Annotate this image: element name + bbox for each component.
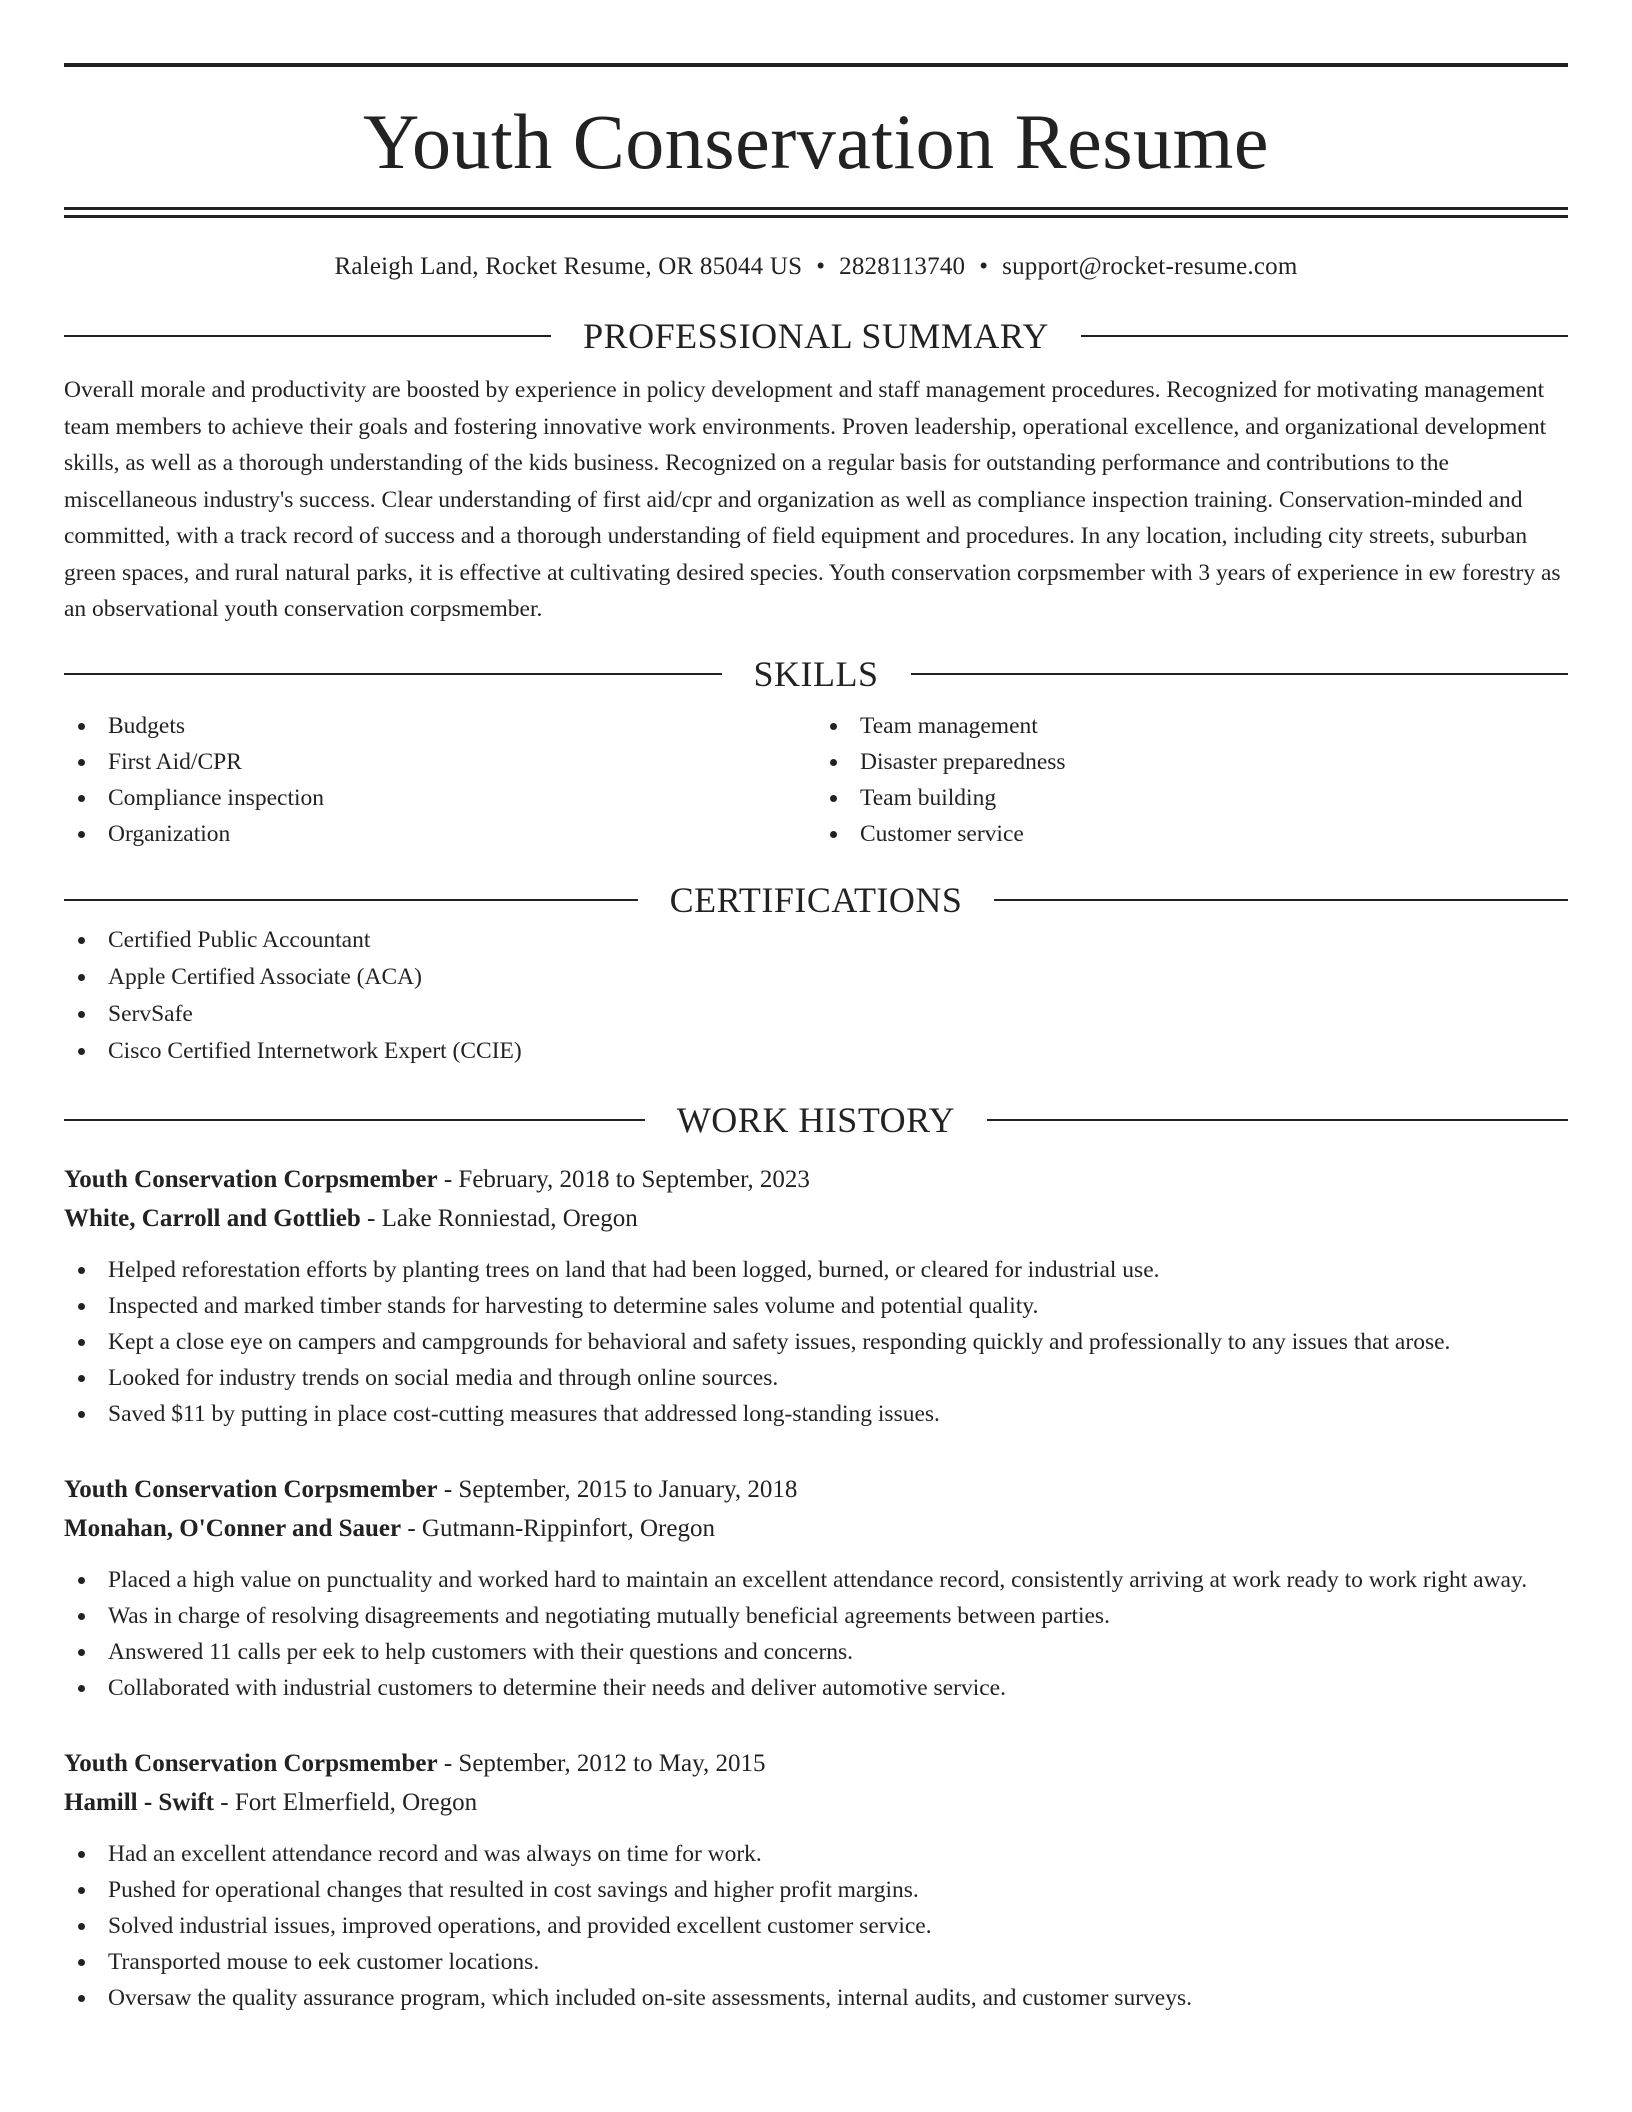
- top-rule: [64, 63, 1568, 67]
- header-rule-right: [994, 899, 1568, 901]
- job-bullet: [64, 1324, 1568, 1360]
- job-bullet-text: Collaborated with industrial customers to determine their needs and deliver automotive service.: [108, 1674, 1006, 1701]
- section-title-certifications: CERTIFICATIONS: [669, 879, 963, 920]
- bullet-dot: [78, 1048, 85, 1055]
- job-location: - Gutmann-Rippinfort, Oregon: [407, 1514, 715, 1542]
- job-title: Youth Conservation Corpsmember: [64, 1165, 438, 1193]
- job-entry: [64, 1744, 1568, 2016]
- section-header-summary: [64, 314, 1568, 358]
- bullet-dot: [78, 1303, 85, 1310]
- certifications-list: [64, 922, 1568, 1070]
- skill-item: [816, 780, 1568, 816]
- header-rule-left: [64, 673, 722, 675]
- skill-item-text: Team building: [860, 784, 997, 811]
- job-bullet-text: Saved $11 by putting in place cost-cutting measures that addressed long-standing issues.: [108, 1400, 940, 1427]
- bullet-dot: [830, 723, 837, 730]
- job-company: White, Carroll and Gottlieb: [64, 1204, 361, 1232]
- job-title: Youth Conservation Corpsmember: [64, 1749, 438, 1777]
- contact-separator: •: [979, 253, 989, 280]
- job-company-line: [64, 1509, 1568, 1548]
- job-bullet-text: Had an excellent attendance record and was always on time for work.: [108, 1840, 762, 1867]
- job-company: Hamill - Swift: [64, 1788, 214, 1816]
- job-title-line: [64, 1470, 1568, 1509]
- job-bullet-text: Transported mouse to eek customer locations.: [108, 1948, 540, 1975]
- bullet-dot: [78, 1995, 85, 2002]
- job-bullet-text: Pushed for operational changes that resulted in cost savings and higher profit margins.: [108, 1876, 919, 1903]
- section-header-skills: [64, 652, 1568, 696]
- job-bullets: [64, 1836, 1568, 2016]
- skill-item-text: Team management: [860, 712, 1038, 739]
- bullet-dot: [78, 1375, 85, 1382]
- job-bullet: [64, 1360, 1568, 1396]
- bullet-dot: [78, 1649, 85, 1656]
- job-entry: [64, 1160, 1568, 1432]
- bullet-dot: [78, 1577, 85, 1584]
- skill-item: [816, 708, 1568, 744]
- bullet-dot: [78, 1685, 85, 1692]
- job-location: - Fort Elmerfield, Oregon: [220, 1788, 478, 1816]
- skill-item-text: Disaster preparedness: [860, 748, 1066, 775]
- job-location: - Lake Ronniestad, Oregon: [367, 1204, 638, 1232]
- bullet-dot: [78, 831, 85, 838]
- skill-item-text: First Aid/CPR: [108, 748, 242, 775]
- job-bullet: [64, 1872, 1568, 1908]
- certification-item-text: Cisco Certified Internetwork Expert (CCIE): [108, 1037, 522, 1064]
- job-bullet: [64, 1836, 1568, 1872]
- bullet-dot: [78, 974, 85, 981]
- bullet-dot: [78, 1339, 85, 1346]
- job-bullet-text: Looked for industry trends on social media and through online sources.: [108, 1364, 779, 1391]
- bullet-dot: [78, 1613, 85, 1620]
- certification-item: [64, 996, 1568, 1033]
- job-company-line: [64, 1199, 1568, 1238]
- skills-list-left: [64, 708, 816, 852]
- header-rule-left: [64, 1119, 645, 1121]
- job-dates: - September, 2015 to January, 2018: [443, 1475, 798, 1503]
- skill-item-text: Budgets: [108, 712, 186, 739]
- job-bullet: [64, 1562, 1568, 1598]
- job-bullet-text: Solved industrial issues, improved operations, and provided excellent customer service.: [108, 1912, 932, 1939]
- bullet-dot: [78, 1887, 85, 1894]
- job-bullet: [64, 1288, 1568, 1324]
- bullet-dot: [78, 759, 85, 766]
- job-bullet: [64, 1908, 1568, 1944]
- job-entry: [64, 1470, 1568, 1706]
- certification-item: [64, 959, 1568, 996]
- bullet-dot: [78, 1923, 85, 1930]
- job-bullet: [64, 1252, 1568, 1288]
- skill-item: [816, 816, 1568, 852]
- certification-item: [64, 1033, 1568, 1070]
- certification-item: [64, 922, 1568, 959]
- bullet-dot: [78, 1851, 85, 1858]
- certification-item-text: ServSafe: [108, 1000, 193, 1027]
- bullet-dot: [78, 795, 85, 802]
- job-bullet: [64, 1980, 1568, 2016]
- certification-item-text: Certified Public Accountant: [108, 926, 371, 953]
- bullet-dot: [830, 795, 837, 802]
- bullet-dot: [78, 1959, 85, 1966]
- job-title: Youth Conservation Corpsmember: [64, 1475, 438, 1503]
- skill-item-text: Customer service: [860, 820, 1024, 847]
- job-title-line: [64, 1744, 1568, 1783]
- skills-list-right: [816, 708, 1568, 852]
- bullet-dot: [78, 937, 85, 944]
- bullet-dot: [78, 1267, 85, 1274]
- header-rule-right: [1081, 335, 1568, 337]
- bullet-dot: [830, 759, 837, 766]
- job-company: Monahan, O'Conner and Sauer: [64, 1514, 402, 1542]
- job-dates: - September, 2012 to May, 2015: [443, 1749, 766, 1777]
- contact-email: support@rocket-resume.com: [1002, 253, 1298, 280]
- job-bullet-text: Was in charge of resolving disagreements and negotiating mutually beneficial agreements between parties.: [108, 1602, 1110, 1629]
- title-double-rule: [64, 207, 1568, 218]
- skill-item: [64, 708, 816, 744]
- section-header-work-history: [64, 1098, 1568, 1142]
- contact-phone: 2828113740: [839, 253, 966, 280]
- summary-paragraph: Overall morale and productivity are boosted by experience in policy development and staff management procedures. Recognized for motivating management team members to achieve their goals and fostering innovative work environments. Proven leadership, operational excellence, and organizational development skills, as well as a thorough understanding of the kids business. Recognized on a regular basis for outstanding performance and contributions to the miscellaneous industry's success. Clear understanding of first aid/cpr and organization as well as compliance inspection training. Conservation-minded and committed, with a track record of success and a thorough understanding of field equipment and procedures. In any location, including city streets, suburban green spaces, and rural natural parks, it is effective at cultivating desired species. Youth conservation corpsmember with 3 years of experience in ew forestry as an observational youth conservation corpsmember.: [64, 377, 1561, 622]
- job-bullet-text: Helped reforestation efforts by planting trees on land that had been logged, burned, or cleared for industrial use.: [108, 1256, 1160, 1283]
- job-bullet-text: Inspected and marked timber stands for harvesting to determine sales volume and potential quality.: [108, 1292, 1039, 1319]
- skill-item: [64, 780, 816, 816]
- contact-separator: •: [816, 253, 826, 280]
- skill-item: [64, 744, 816, 780]
- skill-item: [816, 744, 1568, 780]
- header-rule-left: [64, 335, 551, 337]
- bullet-dot: [78, 1411, 85, 1418]
- skill-item-text: Organization: [108, 820, 231, 847]
- section-title-summary: PROFESSIONAL SUMMARY: [583, 316, 1049, 356]
- resume-title: Youth Conservation Resume: [363, 98, 1269, 185]
- job-dates: - February, 2018 to September, 2023: [443, 1165, 810, 1193]
- header-rule-right: [987, 1119, 1568, 1121]
- job-bullet-text: Kept a close eye on campers and campgrounds for behavioral and safety issues, responding quickly and professionally to any issues that arose.: [108, 1328, 1451, 1355]
- job-bullet: [64, 1944, 1568, 1980]
- skill-item: [64, 816, 816, 852]
- job-bullet-text: Answered 11 calls per eek to help customers with their questions and concerns.: [108, 1638, 854, 1665]
- job-bullet: [64, 1634, 1568, 1670]
- skill-item-text: Compliance inspection: [108, 784, 325, 811]
- bullet-dot: [78, 1011, 85, 1018]
- header-rule-right: [911, 673, 1569, 675]
- job-bullet: [64, 1670, 1568, 1706]
- section-header-certifications: [64, 878, 1568, 922]
- certification-item-text: Apple Certified Associate (ACA): [108, 963, 422, 990]
- work-history-list: [64, 1160, 1568, 2016]
- job-bullet: [64, 1396, 1568, 1432]
- header-rule-left: [64, 899, 638, 901]
- contact-line: [64, 251, 1568, 283]
- contact-address: Raleigh Land, Rocket Resume, OR 85044 US: [334, 253, 803, 280]
- job-bullet-text: Placed a high value on punctuality and worked hard to maintain an excellent attendance record, consistently arriving at work ready to work right away.: [108, 1566, 1528, 1593]
- job-bullets: [64, 1252, 1568, 1432]
- job-title-line: [64, 1160, 1568, 1199]
- section-title-work-history: WORK HISTORY: [676, 1099, 956, 1140]
- bullet-dot: [78, 723, 85, 730]
- section-title-skills: SKILLS: [753, 653, 879, 694]
- skills-grid: [64, 708, 1568, 852]
- job-bullet-text: Oversaw the quality assurance program, which included on-site assessments, internal audits, and customer surveys.: [108, 1984, 1192, 2011]
- job-bullets: [64, 1562, 1568, 1706]
- job-company-line: [64, 1783, 1568, 1822]
- bullet-dot: [830, 831, 837, 838]
- job-bullet: [64, 1598, 1568, 1634]
